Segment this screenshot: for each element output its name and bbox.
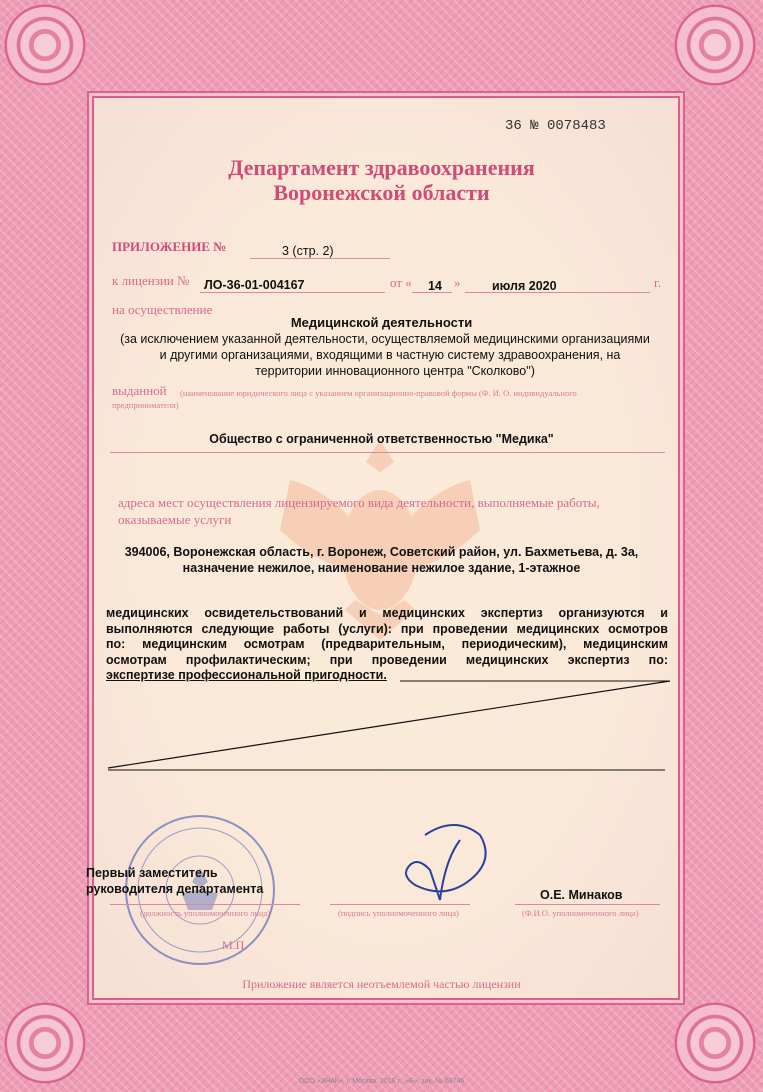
appendix-number: 3 (стр. 2) — [282, 244, 334, 258]
organization-name: Общество с ограниченной ответственностью "Медика" — [209, 432, 554, 446]
stamp-place-mark: М.П. — [222, 938, 248, 952]
blank-space-strikeout — [100, 676, 675, 776]
corner-rosette-icon — [672, 2, 758, 88]
activity-title: Медицинской деятельности — [290, 315, 473, 330]
address-label-line1: адреса мест осуществления лицензируемого вида деятельности, выполняемые работы, — [118, 495, 600, 510]
corner-rosette-icon — [2, 2, 88, 88]
services-line: по: медицинским осмотрам (предварительным, периодическим), медицинским — [106, 637, 668, 651]
form-serial-number: 36 № 0078483 — [505, 118, 606, 134]
services-line: осмотрам профилактическим; при проведении медицинских экспертиз по: — [106, 652, 668, 667]
appendix-integral-note: Приложение является неотъемлемой частью лицензии — [242, 977, 521, 991]
position-hint: (должность уполномоченного лица) — [140, 908, 271, 918]
activity-note-line2: и другими организациями, входящими в частную систему здравоохранения, на — [159, 348, 621, 362]
issued-hint-line1: (наименование юридического лица с указанием организационно-правовой формы (Ф. И. О. индивидуального — [180, 388, 577, 398]
activity-note-line1: (за исключением указанной деятельности, осуществляемой медицинскими организациями — [120, 332, 650, 346]
issuer-title-line1: Департамент здравоохранения — [228, 155, 535, 180]
appendix-label: ПРИЛОЖЕНИЕ № — [112, 239, 227, 254]
address-line2: назначение нежилое, наименование нежилое здание, 1-этажное — [182, 561, 581, 575]
activity-note-line3: территории инновационного центра "Сколково") — [255, 364, 535, 378]
services-text — [106, 606, 668, 684]
license-quote-close: » — [454, 275, 461, 290]
printer-imprint: ООО «ЗНАК», г. Москва, 2018 г., «Б», зак. № 69746 — [298, 1078, 465, 1085]
license-day: 14 — [428, 279, 442, 293]
handwritten-signature-icon — [385, 815, 495, 905]
address-line1: 394006, Воронежская область, г. Воронеж, Советский район, ул. Бахметьева, д. 3а, — [124, 545, 639, 559]
license-number-label: к лицензии № — [112, 273, 190, 288]
license-date-from-label: от « — [390, 275, 412, 290]
signatory-position-line2: руководителя департамента — [86, 882, 264, 896]
corner-rosette-icon — [672, 1000, 758, 1086]
name-hint: (Ф.И.О. уполномоченного лица) — [522, 908, 639, 918]
signatory-name: О.Е. Минаков — [540, 888, 623, 902]
services-line: медицинских освидетельствований и медицинских экспертиз организуются и — [106, 606, 668, 620]
issued-hint-line2: предпринимателя) — [112, 400, 179, 410]
issuer-title-line2: Воронежской области — [273, 180, 490, 205]
license-month-year: июля 2020 — [492, 279, 557, 293]
signature-hint: (подпись уполномоченного лица) — [338, 908, 459, 918]
license-year-suffix: г. — [654, 275, 662, 290]
services-line: выполняются следующие работы (услуги): при проведении медицинских осмотров — [106, 621, 668, 636]
activity-label: на осуществление — [112, 302, 213, 317]
license-number: ЛО-36-01-004167 — [204, 278, 305, 292]
services-line: экспертизе профессиональной пригодности. — [106, 668, 387, 682]
issued-label: выданной — [112, 383, 167, 398]
corner-rosette-icon — [2, 1000, 88, 1086]
signatory-position-line1: Первый заместитель — [86, 866, 218, 880]
address-label-line2: оказываемые услуги — [118, 512, 232, 527]
